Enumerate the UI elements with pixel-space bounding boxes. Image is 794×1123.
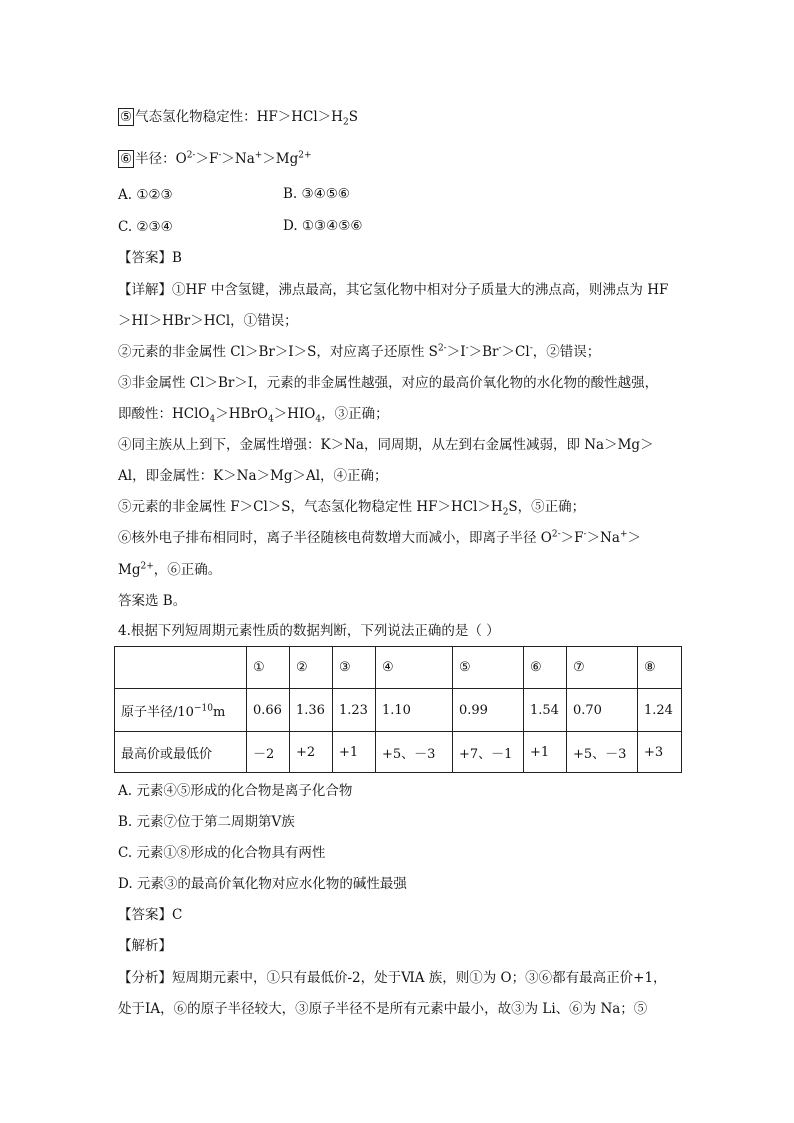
item-number-box: ⑥ bbox=[120, 151, 133, 167]
detail-text: ＞F bbox=[560, 530, 584, 546]
superscript: 2+ bbox=[298, 150, 312, 161]
item-text: ＞F bbox=[195, 151, 219, 167]
table-cell: ⑦ bbox=[567, 647, 638, 689]
detail-text: S，⑤正确； bbox=[508, 499, 586, 515]
item-number-box: ⑤ bbox=[120, 109, 133, 125]
detail-text: Mg bbox=[118, 562, 141, 578]
label-unit: m bbox=[212, 704, 226, 720]
superscript: −10 bbox=[193, 703, 213, 714]
detail-text: ＞HBrO bbox=[215, 406, 268, 422]
option-a: A. 元素④⑤形成的化合物是离子化合物 bbox=[118, 783, 353, 799]
option-c: C. ②③④ bbox=[118, 219, 173, 235]
detail-line: ④同主族从上到下，金属性增强：K＞Na，同周期，从左到右金属性减弱，即 Na＞Mg＞ bbox=[118, 437, 654, 453]
detail-text: ＞HIO bbox=[273, 406, 316, 422]
analysis-line: 处于ⅠA，⑥的原子半径较大，③原子半径不是所有元素中最小，故③为 Li、⑥为 Na；⑤ bbox=[118, 1001, 648, 1017]
superscript: - bbox=[529, 343, 533, 354]
detail-text: ＞Cl bbox=[501, 344, 530, 360]
detail-text: ＞I bbox=[446, 344, 466, 360]
detail-text: 即酸性：HClO bbox=[118, 406, 210, 422]
item-5 bbox=[118, 108, 358, 126]
subscript: 4 bbox=[209, 414, 216, 425]
element-data-table bbox=[114, 646, 682, 773]
table-row-radius bbox=[115, 689, 682, 732]
detail-text: ⑤元素的非金属性 F＞Cl＞S，气态氢化物稳定性 HF＞HCl＞H bbox=[118, 499, 503, 515]
detail-text: ＞Na bbox=[586, 530, 620, 546]
table-cell: 0.99 bbox=[453, 689, 524, 732]
table-cell: ⑧ bbox=[638, 647, 682, 689]
table-cell: 1.54 bbox=[524, 689, 567, 732]
table-cell: +1 bbox=[524, 732, 567, 773]
detail-line bbox=[118, 405, 389, 423]
superscript: - bbox=[498, 343, 502, 354]
table-cell: +3 bbox=[638, 732, 682, 773]
superscript: - bbox=[218, 150, 222, 161]
superscript: 2- bbox=[186, 150, 196, 161]
analysis-title: 【解析】 bbox=[118, 938, 172, 954]
table-cell: ⑥ bbox=[524, 647, 567, 689]
row-label: 最高价或最低价 bbox=[115, 732, 247, 773]
table-cell: 0.70 bbox=[567, 689, 638, 732]
detail-line bbox=[118, 498, 585, 516]
table-cell: ④ bbox=[376, 647, 453, 689]
option-d: D. ①③④⑤⑥ bbox=[283, 218, 363, 234]
option-d: D. 元素③的最高价氧化物对应水化物的碱性最强 bbox=[118, 876, 407, 892]
table-cell: +5、－3 bbox=[567, 732, 638, 773]
item-text: S bbox=[348, 109, 358, 125]
subscript: 4 bbox=[315, 414, 322, 425]
detail-line: 答案选 B。 bbox=[118, 593, 187, 609]
table-cell: 1.36 bbox=[290, 689, 333, 732]
detail-line: ③非金属性 Cl＞Br＞I，元素的非金属性越强，对应的最高价氧化物的水化物的酸性越强， bbox=[118, 375, 659, 391]
table-cell: +2 bbox=[290, 732, 333, 773]
row-label bbox=[115, 689, 247, 732]
detail-text: ②元素的非金属性 Cl＞Br＞I＞S，对应离子还原性 S bbox=[118, 344, 438, 360]
option-b: B. 元素⑦位于第二周期第Ⅴ族 bbox=[118, 814, 295, 830]
table-cell: +1 bbox=[333, 732, 376, 773]
superscript: + bbox=[254, 150, 263, 161]
table-cell: 0.66 bbox=[247, 689, 290, 732]
detail-text: ＞Br bbox=[468, 344, 499, 360]
table-cell: +5、－3 bbox=[376, 732, 453, 773]
item-text: 半径：O bbox=[135, 151, 187, 167]
table-cell: 1.23 bbox=[333, 689, 376, 732]
detail-text: ，②错误； bbox=[532, 344, 601, 360]
question-4: 4.根据下列短周期元素性质的数据判断，下列说法正确的是（ ） bbox=[118, 623, 500, 639]
table-cell: 1.24 bbox=[638, 689, 682, 732]
detail-line bbox=[118, 529, 641, 547]
table-cell: ② bbox=[290, 647, 333, 689]
subscript: 4 bbox=[267, 414, 274, 425]
detail-text: ⑥核外电子排布相同时，离子半径随核电荷数增大而减小，即离子半径 O bbox=[118, 530, 552, 546]
detail-line: Al，即金属性：K＞Na＞Mg＞Al，④正确； bbox=[118, 468, 388, 484]
detail-line bbox=[118, 561, 221, 579]
label-text: 原子半径/10 bbox=[121, 704, 194, 720]
subscript: 2 bbox=[502, 507, 509, 518]
table-cell: ⑤ bbox=[453, 647, 524, 689]
superscript: 2- bbox=[437, 343, 447, 354]
table-cell: ① bbox=[247, 647, 290, 689]
table-cell: +7、－1 bbox=[453, 732, 524, 773]
item-text: ＞Na bbox=[221, 151, 255, 167]
option-a: A. ①②③ bbox=[118, 187, 173, 203]
superscript: - bbox=[583, 529, 587, 540]
detail-text: ，③正确； bbox=[321, 406, 389, 422]
option-b: B. ③④⑤⑥ bbox=[283, 186, 350, 202]
table-cell: ③ bbox=[333, 647, 376, 689]
item-text: 气态氢化物稳定性：HF＞HCl＞H bbox=[135, 109, 343, 125]
detail-text: ＞ bbox=[627, 530, 641, 546]
item-text: ＞Mg bbox=[262, 151, 299, 167]
option-c: C. 元素①⑧形成的化合物具有两性 bbox=[118, 845, 326, 861]
item-6 bbox=[118, 150, 312, 168]
superscript: 2+ bbox=[140, 561, 154, 572]
subscript: 2 bbox=[342, 117, 349, 128]
detail-text: ，⑥正确。 bbox=[153, 562, 222, 578]
table-cell: 1.10 bbox=[376, 689, 453, 732]
superscript: - bbox=[465, 343, 469, 354]
superscript: + bbox=[619, 529, 628, 540]
answer-line: 【答案】B bbox=[118, 250, 182, 266]
superscript: 2- bbox=[551, 529, 561, 540]
table-header-row bbox=[115, 647, 682, 689]
detail-line bbox=[118, 343, 600, 361]
analysis-line: 【分析】短周期元素中，①只有最低价-2，处于ⅥA 族，则①为 O；③⑥都有最高正价+1， bbox=[118, 970, 667, 986]
table-row-valence bbox=[115, 732, 682, 773]
table-cell bbox=[115, 647, 247, 689]
detail-line: 【详解】①HF 中含氢键，沸点最高，其它氢化物中相对分子质量大的沸点高，则沸点为 HF bbox=[118, 282, 669, 298]
table-cell: －2 bbox=[247, 732, 290, 773]
detail-line: ＞HI＞HBr＞HCl，①错误； bbox=[118, 313, 298, 329]
answer-line: 【答案】C bbox=[118, 907, 183, 923]
